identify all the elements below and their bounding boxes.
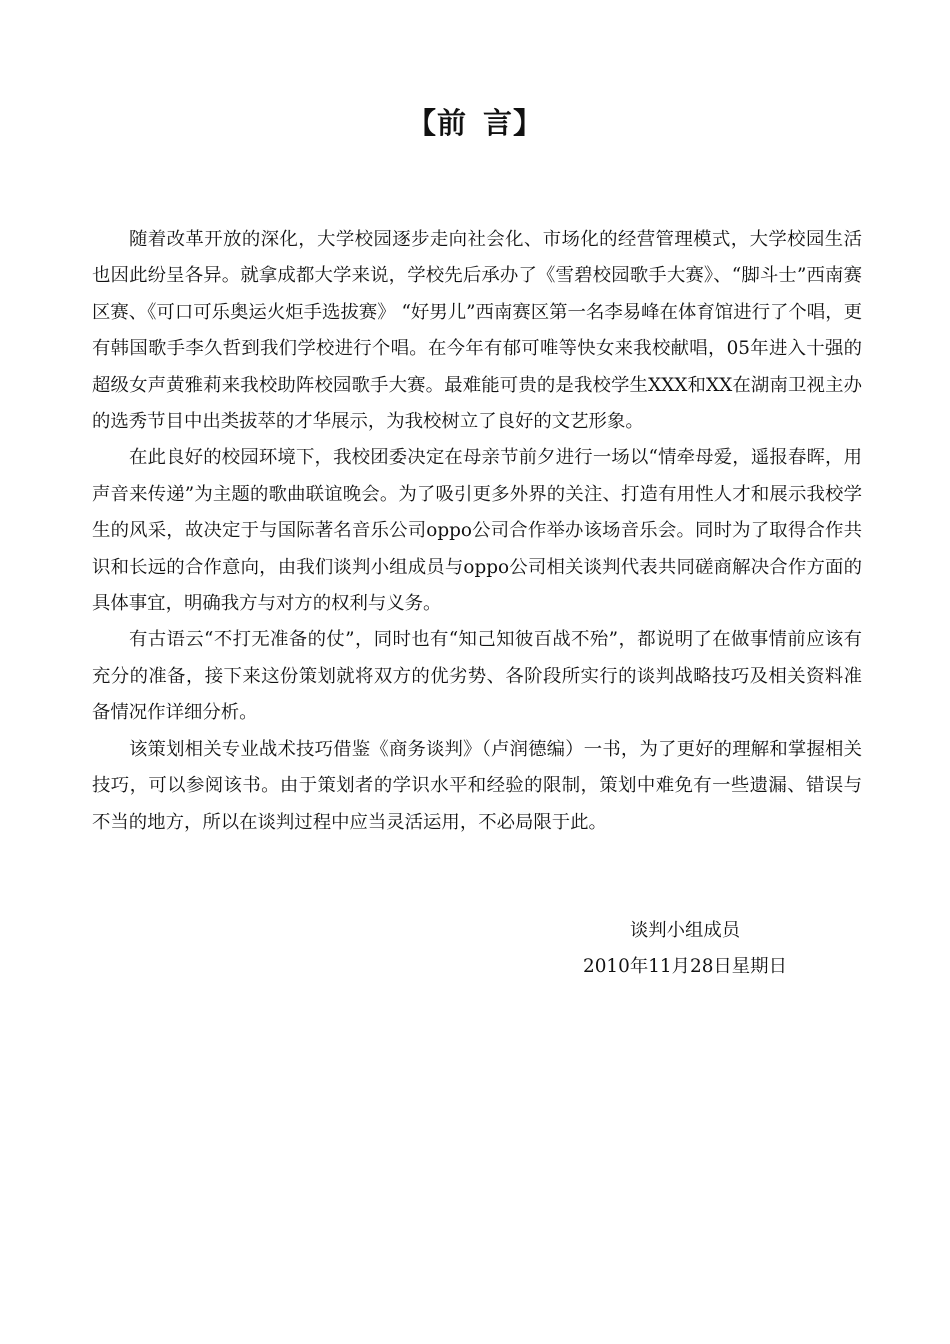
paragraph-3: 有古语云“不打无准备的仗”，同时也有“知己知彼百战不殆”，都说明了在做事情前应该有充分的准备，接下来这份策划就将双方的优劣势、各阶段所实行的谈判战略技巧及相关资料准备情况作详细分析。	[92, 629, 862, 724]
preface-body	[92, 222, 862, 841]
signature-name: 谈判小组成员	[629, 920, 741, 941]
paragraph-4: 该策划相关专业战术技巧借鉴《商务谈判》（卢润德编）一书，为了更好的理解和掌握相关技巧，可以参阅该书。由于策划者的学识水平和经验的限制，策划中难免有一些遗漏、错误与不当的地方，所以在谈判过程中应当灵活运用，不必局限于此。	[92, 738, 862, 833]
title-left: 【前	[406, 106, 467, 140]
paragraph-1: 随着改革开放的深化，大学校园逐步走向社会化、市场化的经营管理模式，大学校园生活也因此纷呈各异。就拿成都大学来说，学校先后承办了《雪碧校园歌手大赛》、“脚斗士”西南赛区赛、《可口可乐奥运火炬手选拔赛》 “好男儿”西南赛区第一名李易峰在体育馆进行了个唱，更有韩国歌手李久哲到我们学校进行个唱。在今年有郁可唯等快女来我校献唱，05年进入十强的超级女声黄雅莉来我校助阵校园歌手大赛。最难能可贵的是我校学生XXX和XX在湖南卫视主办的选秀节目中出类拔萃的才华展示，为我校树立了良好的文艺形象。	[92, 229, 862, 433]
signature-date: 2010年11月28日星期日	[583, 956, 787, 977]
paragraph-2: 在此良好的校园环境下，我校团委决定在母亲节前夕进行一场以“情牵母爱，遥报春晖，用声音来传递”为主题的歌曲联谊晚会。为了吸引更多外界的关注、打造有用性人才和展示我校学生的风采，故决定于与国际著名音乐公司oppo公司合作举办该场音乐会。同时为了取得合作共识和长远的合作意向，由我们谈判小组成员与oppo公司相关谈判代表共同磋商解决合作方面的具体事宜，明确我方与对方的权利与义务。	[92, 447, 862, 615]
page-title	[0, 103, 950, 143]
title-right: 言】	[483, 106, 544, 140]
